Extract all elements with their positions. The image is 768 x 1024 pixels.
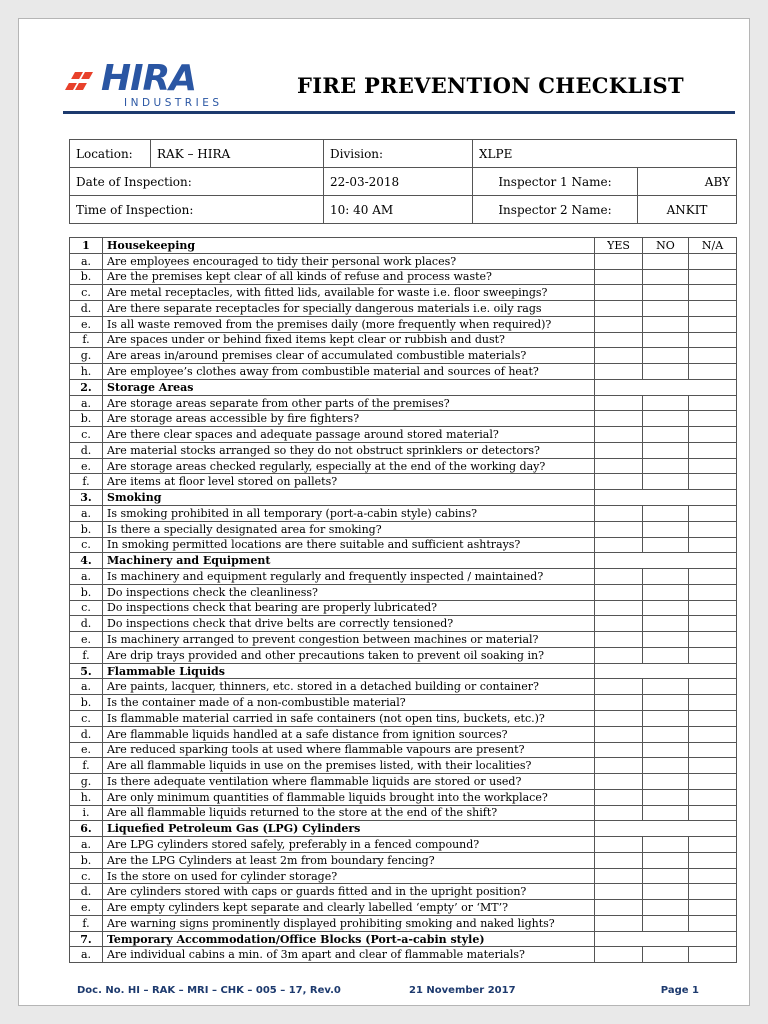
na-checkbox-cell[interactable] <box>689 458 737 474</box>
item-question: Are storage areas checked regularly, especially at the end of the working day? <box>103 458 595 474</box>
yes-checkbox-cell[interactable] <box>595 364 643 380</box>
item-letter: a. <box>70 947 103 963</box>
yes-checkbox-cell[interactable] <box>595 710 643 726</box>
no-checkbox-cell[interactable] <box>643 458 689 474</box>
item-letter: b. <box>70 852 103 868</box>
checklist-table <box>69 237 737 963</box>
yes-checkbox-cell[interactable] <box>595 947 643 963</box>
yes-checkbox-cell[interactable] <box>595 411 643 427</box>
item-question: Are only minimum quantities of flammable liquids brought into the workplace? <box>103 789 595 805</box>
column-no-header: NO <box>643 238 689 254</box>
division-label: Division: <box>324 140 473 168</box>
na-checkbox-cell[interactable] <box>689 868 737 884</box>
checklist-item-row <box>70 427 737 443</box>
section-title: Storage Areas <box>103 379 595 395</box>
checklist-item-row <box>70 679 737 695</box>
checklist-item-row <box>70 506 737 522</box>
section-title: Flammable Liquids <box>103 663 595 679</box>
no-checkbox-cell[interactable] <box>643 884 689 900</box>
section-header-filler <box>595 553 737 569</box>
item-letter: g. <box>70 348 103 364</box>
footer-doc-number: Doc. No. HI – RAK – MRI – CHK – 005 – 17, Rev.0 <box>77 985 341 996</box>
na-checkbox-cell[interactable] <box>689 411 737 427</box>
no-checkbox-cell[interactable] <box>643 269 689 285</box>
no-checkbox-cell[interactable] <box>643 285 689 301</box>
na-checkbox-cell[interactable] <box>689 364 737 380</box>
item-letter: f. <box>70 758 103 774</box>
na-checkbox-cell[interactable] <box>689 695 737 711</box>
checklist-item-row <box>70 647 737 663</box>
item-letter: a. <box>70 569 103 585</box>
section-header-row <box>70 553 737 569</box>
no-checkbox-cell[interactable] <box>643 411 689 427</box>
item-letter: d. <box>70 301 103 317</box>
no-checkbox-cell[interactable] <box>643 805 689 821</box>
item-letter: a. <box>70 253 103 269</box>
item-letter: d. <box>70 616 103 632</box>
checklist-item-row <box>70 789 737 805</box>
na-checkbox-cell[interactable] <box>689 679 737 695</box>
item-letter: b. <box>70 521 103 537</box>
no-checkbox-cell[interactable] <box>643 837 689 853</box>
item-letter: d. <box>70 442 103 458</box>
na-checkbox-cell[interactable] <box>689 774 737 790</box>
header-rule <box>63 111 735 114</box>
checklist-item-row <box>70 442 737 458</box>
yes-checkbox-cell[interactable] <box>595 332 643 348</box>
na-checkbox-cell[interactable] <box>689 269 737 285</box>
item-question: Are there clear spaces and adequate passage around stored material? <box>103 427 595 443</box>
yes-checkbox-cell[interactable] <box>595 584 643 600</box>
item-question: Are LPG cylinders stored safely, preferably in a fenced compound? <box>103 837 595 853</box>
section-header-row <box>70 663 737 679</box>
item-question: Are employee’s clothes away from combustible material and sources of heat? <box>103 364 595 380</box>
na-checkbox-cell[interactable] <box>689 316 737 332</box>
section-header-row <box>70 379 737 395</box>
footer-page-number: Page 1 <box>660 985 699 996</box>
item-letter: c. <box>70 868 103 884</box>
checklist-item-row <box>70 395 737 411</box>
na-checkbox-cell[interactable] <box>689 537 737 553</box>
checklist-item-row <box>70 774 737 790</box>
item-letter: e. <box>70 458 103 474</box>
checklist-item-row <box>70 742 737 758</box>
item-question: Is smoking prohibited in all temporary (port-a-cabin style) cabins? <box>103 506 595 522</box>
na-checkbox-cell[interactable] <box>689 395 737 411</box>
na-checkbox-cell[interactable] <box>689 506 737 522</box>
item-letter: h. <box>70 364 103 380</box>
item-question: Is flammable material carried in safe containers (not open tins, buckets, etc.)? <box>103 710 595 726</box>
yes-checkbox-cell[interactable] <box>595 285 643 301</box>
inspection-info-table <box>69 139 737 224</box>
checklist-item-row <box>70 758 737 774</box>
section-number: 6. <box>70 821 103 837</box>
na-checkbox-cell[interactable] <box>689 632 737 648</box>
no-checkbox-cell[interactable] <box>643 332 689 348</box>
na-checkbox-cell[interactable] <box>689 442 737 458</box>
section-header-filler <box>595 490 737 506</box>
item-question: Are the premises kept clear of all kinds of refuse and process waste? <box>103 269 595 285</box>
item-letter: b. <box>70 411 103 427</box>
section-title: Liquefied Petroleum Gas (LPG) Cylinders <box>103 821 595 837</box>
checklist-item-row <box>70 569 737 585</box>
na-checkbox-cell[interactable] <box>689 742 737 758</box>
no-checkbox-cell[interactable] <box>643 364 689 380</box>
section-number: 2. <box>70 379 103 395</box>
location-value: RAK – HIRA <box>151 140 324 168</box>
na-checkbox-cell[interactable] <box>689 900 737 916</box>
no-checkbox-cell[interactable] <box>643 679 689 695</box>
checklist-item-row <box>70 616 737 632</box>
yes-checkbox-cell[interactable] <box>595 900 643 916</box>
item-letter: d. <box>70 726 103 742</box>
item-letter: e. <box>70 742 103 758</box>
no-checkbox-cell[interactable] <box>643 569 689 585</box>
yes-checkbox-cell[interactable] <box>595 679 643 695</box>
checklist-item-row <box>70 884 737 900</box>
checklist-item-row <box>70 868 737 884</box>
section-header-filler <box>595 931 737 947</box>
na-checkbox-cell[interactable] <box>689 332 737 348</box>
item-question: Is the container made of a non-combustible material? <box>103 695 595 711</box>
item-letter: c. <box>70 285 103 301</box>
na-checkbox-cell[interactable] <box>689 852 737 868</box>
item-question: Are all flammable liquids in use on the premises listed, with their localities? <box>103 758 595 774</box>
item-question: Are warning signs prominently displayed prohibiting smoking and naked lights? <box>103 915 595 931</box>
division-value: XLPE <box>473 140 737 168</box>
na-checkbox-cell[interactable] <box>689 600 737 616</box>
section-number: 1 <box>70 238 103 254</box>
item-question: Is machinery arranged to prevent congestion between machines or material? <box>103 632 595 648</box>
checklist-item-row <box>70 632 737 648</box>
no-checkbox-cell[interactable] <box>643 774 689 790</box>
item-letter: c. <box>70 427 103 443</box>
item-question: Are metal receptacles, with fitted lids, available for waste i.e. floor sweepings? <box>103 285 595 301</box>
item-letter: c. <box>70 537 103 553</box>
item-letter: f. <box>70 915 103 931</box>
item-letter: a. <box>70 837 103 853</box>
na-checkbox-cell[interactable] <box>689 474 737 490</box>
checklist-item-row <box>70 947 737 963</box>
inspector1-value: ABY <box>638 168 737 196</box>
inspector2-label: Inspector 2 Name: <box>473 196 638 224</box>
na-checkbox-cell[interactable] <box>689 569 737 585</box>
yes-checkbox-cell[interactable] <box>595 915 643 931</box>
item-question: Is machinery and equipment regularly and frequently inspected / maintained? <box>103 569 595 585</box>
na-checkbox-cell[interactable] <box>689 616 737 632</box>
na-checkbox-cell[interactable] <box>689 285 737 301</box>
section-number: 3. <box>70 490 103 506</box>
location-label: Location: <box>70 140 151 168</box>
yes-checkbox-cell[interactable] <box>595 868 643 884</box>
checklist-item-row <box>70 695 737 711</box>
na-checkbox-cell[interactable] <box>689 805 737 821</box>
na-checkbox-cell[interactable] <box>689 789 737 805</box>
section-title: Temporary Accommodation/Office Blocks (Port-a-cabin style) <box>103 931 595 947</box>
item-letter: b. <box>70 269 103 285</box>
item-letter: c. <box>70 710 103 726</box>
yes-checkbox-cell[interactable] <box>595 348 643 364</box>
item-letter: i. <box>70 805 103 821</box>
section-number: 4. <box>70 553 103 569</box>
no-checkbox-cell[interactable] <box>643 301 689 317</box>
yes-checkbox-cell[interactable] <box>595 458 643 474</box>
na-checkbox-cell[interactable] <box>689 726 737 742</box>
column-na-header: N/A <box>689 238 737 254</box>
no-checkbox-cell[interactable] <box>643 742 689 758</box>
no-checkbox-cell[interactable] <box>643 348 689 364</box>
logo-subtitle: INDUSTRIES <box>124 97 223 109</box>
item-question: Are empty cylinders kept separate and clearly labelled ‘empty’ or ‘MT’? <box>103 900 595 916</box>
yes-checkbox-cell[interactable] <box>595 506 643 522</box>
yes-checkbox-cell[interactable] <box>595 774 643 790</box>
yes-checkbox-cell[interactable] <box>595 758 643 774</box>
item-question: Are flammable liquids handled at a safe distance from ignition sources? <box>103 726 595 742</box>
na-checkbox-cell[interactable] <box>689 647 737 663</box>
yes-checkbox-cell[interactable] <box>595 395 643 411</box>
checklist-item-row <box>70 521 737 537</box>
yes-checkbox-cell[interactable] <box>595 600 643 616</box>
no-checkbox-cell[interactable] <box>643 521 689 537</box>
date-label: Date of Inspection: <box>70 168 324 196</box>
yes-checkbox-cell[interactable] <box>595 521 643 537</box>
no-checkbox-cell[interactable] <box>643 726 689 742</box>
na-checkbox-cell[interactable] <box>689 915 737 931</box>
na-checkbox-cell[interactable] <box>689 584 737 600</box>
item-letter: g. <box>70 774 103 790</box>
na-checkbox-cell[interactable] <box>689 758 737 774</box>
no-checkbox-cell[interactable] <box>643 316 689 332</box>
item-question: Are material stocks arranged so they do not obstruct sprinklers or detectors? <box>103 442 595 458</box>
company-logo <box>61 58 246 110</box>
checklist-item-row <box>70 537 737 553</box>
section-header-filler <box>595 379 737 395</box>
checklist-item-row <box>70 805 737 821</box>
no-checkbox-cell[interactable] <box>643 710 689 726</box>
item-question: Are reduced sparking tools at used where flammable vapours are present? <box>103 742 595 758</box>
item-question: Are there separate receptacles for specially dangerous materials i.e. oily rags <box>103 301 595 317</box>
yes-checkbox-cell[interactable] <box>595 569 643 585</box>
yes-checkbox-cell[interactable] <box>595 695 643 711</box>
item-question: Do inspections check the cleanliness? <box>103 584 595 600</box>
item-question: Are individual cabins a min. of 3m apart and clear of flammable materials? <box>103 947 595 963</box>
checklist-item-row <box>70 364 737 380</box>
checklist-item-row <box>70 837 737 853</box>
checklist-item-row <box>70 600 737 616</box>
inspector1-label: Inspector 1 Name: <box>473 168 638 196</box>
item-question: Are all flammable liquids returned to the store at the end of the shift? <box>103 805 595 821</box>
checklist-item-row <box>70 253 737 269</box>
yes-checkbox-cell[interactable] <box>595 301 643 317</box>
item-question: Are areas in/around premises clear of accumulated combustible materials? <box>103 348 595 364</box>
checklist-item-row <box>70 900 737 916</box>
checklist-item-row <box>70 458 737 474</box>
na-checkbox-cell[interactable] <box>689 348 737 364</box>
yes-checkbox-cell[interactable] <box>595 742 643 758</box>
section-header-row <box>70 931 737 947</box>
yes-checkbox-cell[interactable] <box>595 837 643 853</box>
checklist-item-row <box>70 726 737 742</box>
item-letter: b. <box>70 695 103 711</box>
item-question: Do inspections check that drive belts are correctly tensioned? <box>103 616 595 632</box>
checklist-item-row <box>70 915 737 931</box>
yes-checkbox-cell[interactable] <box>595 647 643 663</box>
item-question: Are cylinders stored with caps or guards fitted and in the upright position? <box>103 884 595 900</box>
no-checkbox-cell[interactable] <box>643 789 689 805</box>
na-checkbox-cell[interactable] <box>689 884 737 900</box>
section-number: 7. <box>70 931 103 947</box>
section-title: Smoking <box>103 490 595 506</box>
date-value: 22-03-2018 <box>324 168 473 196</box>
item-question: Do inspections check that bearing are properly lubricated? <box>103 600 595 616</box>
yes-checkbox-cell[interactable] <box>595 537 643 553</box>
item-letter: c. <box>70 600 103 616</box>
yes-checkbox-cell[interactable] <box>595 632 643 648</box>
no-checkbox-cell[interactable] <box>643 647 689 663</box>
checklist-item-row <box>70 269 737 285</box>
na-checkbox-cell[interactable] <box>689 947 737 963</box>
no-checkbox-cell[interactable] <box>643 947 689 963</box>
document-page <box>18 18 750 1006</box>
item-question: Are items at floor level stored on pallets? <box>103 474 595 490</box>
no-checkbox-cell[interactable] <box>643 253 689 269</box>
no-checkbox-cell[interactable] <box>643 474 689 490</box>
no-checkbox-cell[interactable] <box>643 537 689 553</box>
item-letter: b. <box>70 584 103 600</box>
checklist-item-row <box>70 316 737 332</box>
item-question: Are paints, lacquer, thinners, etc. stored in a detached building or container? <box>103 679 595 695</box>
item-letter: f. <box>70 647 103 663</box>
no-checkbox-cell[interactable] <box>643 758 689 774</box>
no-checkbox-cell[interactable] <box>643 442 689 458</box>
hira-logo-icon <box>61 68 99 96</box>
item-question: Are the LPG Cylinders at least 2m from boundary fencing? <box>103 852 595 868</box>
item-letter: a. <box>70 395 103 411</box>
column-yes-header: YES <box>595 238 643 254</box>
no-checkbox-cell[interactable] <box>643 632 689 648</box>
item-letter: e. <box>70 900 103 916</box>
inspector2-value: ANKIT <box>638 196 737 224</box>
section-header-row <box>70 821 737 837</box>
na-checkbox-cell[interactable] <box>689 521 737 537</box>
footer-date: 21 November 2017 <box>409 985 516 996</box>
item-question: In smoking permitted locations are there suitable and sufficient ashtrays? <box>103 537 595 553</box>
na-checkbox-cell[interactable] <box>689 301 737 317</box>
checklist-item-row <box>70 332 737 348</box>
yes-checkbox-cell[interactable] <box>595 253 643 269</box>
item-letter: h. <box>70 789 103 805</box>
item-letter: f. <box>70 474 103 490</box>
no-checkbox-cell[interactable] <box>643 600 689 616</box>
section-title: Housekeeping <box>103 238 595 254</box>
section-header-row <box>70 490 737 506</box>
checklist-item-row <box>70 285 737 301</box>
yes-checkbox-cell[interactable] <box>595 442 643 458</box>
checklist-item-row <box>70 301 737 317</box>
na-checkbox-cell[interactable] <box>689 427 737 443</box>
section-header-row <box>70 238 737 254</box>
section-number: 5. <box>70 663 103 679</box>
page-title: FIRE PREVENTION CHECKLIST <box>297 73 684 98</box>
yes-checkbox-cell[interactable] <box>595 427 643 443</box>
yes-checkbox-cell[interactable] <box>595 884 643 900</box>
item-question: Is all waste removed from the premises daily (more frequently when required)? <box>103 316 595 332</box>
item-letter: a. <box>70 506 103 522</box>
no-checkbox-cell[interactable] <box>643 852 689 868</box>
na-checkbox-cell[interactable] <box>689 837 737 853</box>
item-question: Are spaces under or behind fixed items kept clear or rubbish and dust? <box>103 332 595 348</box>
checklist-item-row <box>70 348 737 364</box>
section-header-filler <box>595 663 737 679</box>
checklist-item-row <box>70 474 737 490</box>
yes-checkbox-cell[interactable] <box>595 316 643 332</box>
no-checkbox-cell[interactable] <box>643 584 689 600</box>
item-question: Are employees encouraged to tidy their personal work places? <box>103 253 595 269</box>
na-checkbox-cell[interactable] <box>689 710 737 726</box>
item-question: Are drip trays provided and other precautions taken to prevent oil soaking in? <box>103 647 595 663</box>
item-question: Is the store on used for cylinder storage? <box>103 868 595 884</box>
item-letter: e. <box>70 632 103 648</box>
no-checkbox-cell[interactable] <box>643 695 689 711</box>
yes-checkbox-cell[interactable] <box>595 852 643 868</box>
item-question: Is there adequate ventilation where flammable liquids are stored or used? <box>103 774 595 790</box>
item-letter: e. <box>70 316 103 332</box>
logo-wordmark: HIRA <box>101 58 197 99</box>
item-question: Are storage areas accessible by fire fighters? <box>103 411 595 427</box>
checklist-item-row <box>70 584 737 600</box>
time-value: 10: 40 AM <box>324 196 473 224</box>
no-checkbox-cell[interactable] <box>643 427 689 443</box>
checklist-item-row <box>70 852 737 868</box>
yes-checkbox-cell[interactable] <box>595 474 643 490</box>
no-checkbox-cell[interactable] <box>643 616 689 632</box>
na-checkbox-cell[interactable] <box>689 253 737 269</box>
no-checkbox-cell[interactable] <box>643 900 689 916</box>
checklist-item-row <box>70 710 737 726</box>
item-letter: f. <box>70 332 103 348</box>
yes-checkbox-cell[interactable] <box>595 616 643 632</box>
no-checkbox-cell[interactable] <box>643 868 689 884</box>
item-question: Is there a specially designated area for smoking? <box>103 521 595 537</box>
no-checkbox-cell[interactable] <box>643 395 689 411</box>
section-header-filler <box>595 821 737 837</box>
yes-checkbox-cell[interactable] <box>595 269 643 285</box>
yes-checkbox-cell[interactable] <box>595 789 643 805</box>
item-letter: a. <box>70 679 103 695</box>
no-checkbox-cell[interactable] <box>643 915 689 931</box>
item-letter: d. <box>70 884 103 900</box>
yes-checkbox-cell[interactable] <box>595 726 643 742</box>
yes-checkbox-cell[interactable] <box>595 805 643 821</box>
no-checkbox-cell[interactable] <box>643 506 689 522</box>
checklist-item-row <box>70 411 737 427</box>
item-question: Are storage areas separate from other parts of the premises? <box>103 395 595 411</box>
section-title: Machinery and Equipment <box>103 553 595 569</box>
time-label: Time of Inspection: <box>70 196 324 224</box>
